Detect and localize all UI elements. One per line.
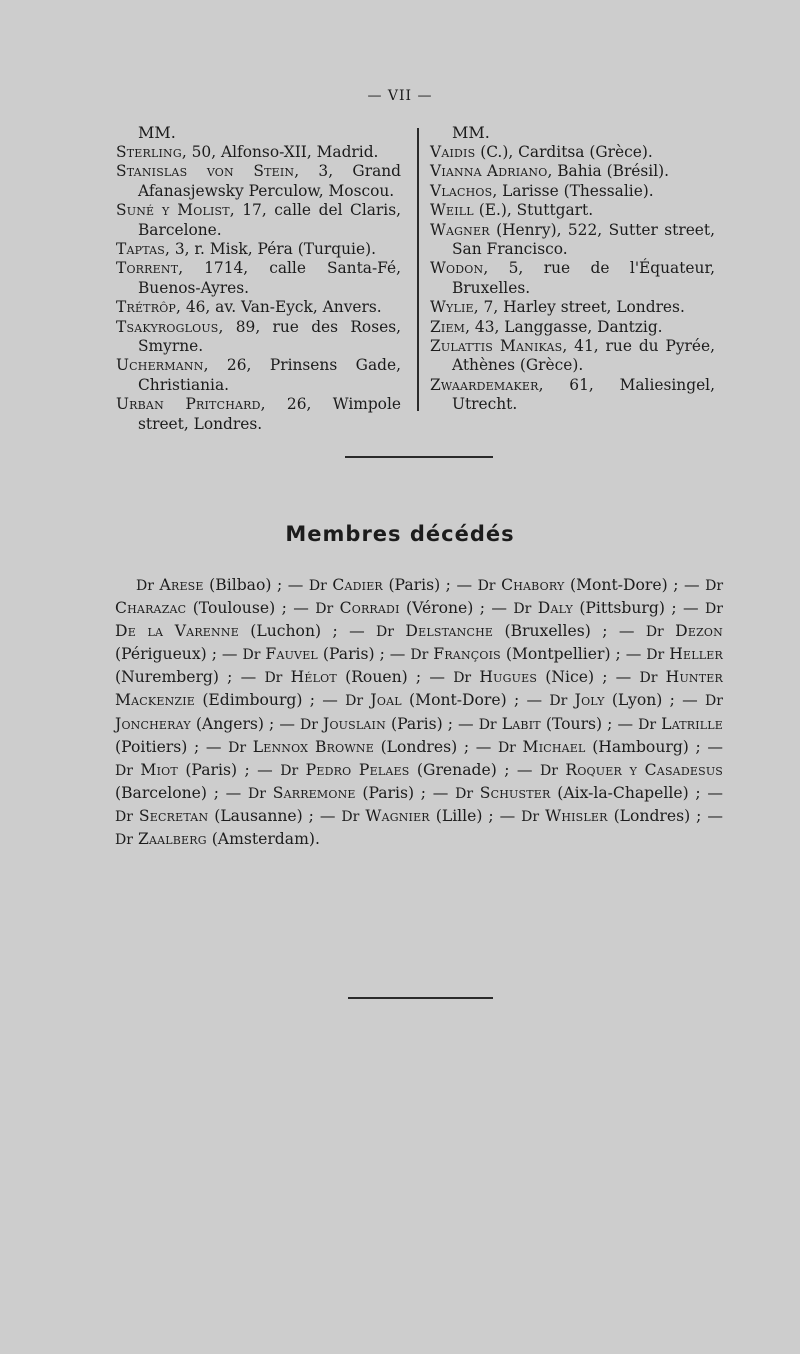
deceased-name: Hugues [479,668,538,687]
entry-separator: ; — [473,599,514,618]
deceased-entry [453,668,594,686]
member-entry [116,201,401,240]
entry-separator: ; — [207,783,248,802]
doctor-title: Dr [521,808,540,825]
doctor-title: Dr [705,578,724,594]
deceased-name: Delstanche [405,622,494,641]
deceased-place: (Bilbao) [209,576,272,594]
member-entry [116,259,401,298]
deceased-name: Schuster [479,783,551,802]
deceased-place: (Londres) [380,737,458,756]
deceased-entry [115,807,303,825]
deceased-place: (Aix-la-Chapelle) [557,783,689,802]
doctor-title: Dr [410,647,429,664]
deceased-entry [280,761,497,779]
doctor-title: Dr [497,739,516,756]
deceased-place: (Nice) [545,668,595,687]
member-address: , 43, Langgasse, Dantzig. [465,317,663,336]
member-address: , 3, Grand Afanasjewsky Perculow, Moscou. [138,162,402,200]
entry-separator: ; — [374,645,411,664]
entry-separator: ; — [496,760,540,779]
deceased-place: (Paris) [390,714,443,733]
deceased-members-paragraph [115,574,723,851]
deceased-place: (Nuremberg) [115,668,219,687]
deceased-entry [242,645,374,663]
doctor-title: Dr [645,624,664,641]
doctor-title: Dr [341,808,360,825]
entry-separator: ; — [688,783,723,802]
deceased-name: Zaalberg [137,830,207,849]
member-name: Vaidis [430,143,476,161]
entry-separator: ; — [407,668,454,687]
column-divider [417,128,419,411]
deceased-place: (Amsterdam) [211,830,315,849]
deceased-place: (Barcelone) [115,783,207,802]
entry-separator: ; — [442,714,479,733]
deceased-name: Whisler [545,806,608,825]
deceased-place: (Angers) [195,714,264,733]
deceased-place: (Mont-Dore) [409,691,507,710]
deceased-name: Wagnier [365,806,430,825]
left-column-heading: MM. [138,123,176,142]
deceased-entry [498,738,689,756]
deceased-place: (Lyon) [611,691,663,710]
member-address: , 46, av. Van-Eyck, Anvers. [176,298,382,317]
deceased-name: Charazac [115,599,187,618]
deceased-place: (Luchon) [250,622,322,641]
deceased-entry [410,645,610,663]
doctor-title: Dr [478,716,497,733]
page-number: — VII — [367,88,433,104]
deceased-entry [549,691,662,709]
deceased-name: Michael [522,737,586,756]
deceased-name: Sarremone [272,783,356,802]
doctor-title: Dr [513,601,532,618]
member-name: Wodon [430,259,484,278]
entry-separator: ; — [602,714,639,733]
entry-separator: ; — [667,576,706,594]
member-name: Vlachos [430,181,493,200]
member-address: (C.), Carditsa (Grèce). [475,143,653,161]
member-entry [116,143,401,162]
doctor-title: Dr [705,601,723,618]
member-entry [430,259,715,298]
deceased-name: Jouslain [323,714,386,733]
member-entry [430,298,715,317]
member-address: (Henry), 522, Sutter street, San Francisco. [452,220,715,259]
entry-separator: ; — [440,576,478,594]
member-name: Uchermann [116,356,204,375]
deceased-entry [376,622,591,640]
entry-separator: ; — [414,783,456,802]
member-address: (E.), Stuttgart. [473,201,594,220]
member-entry [430,143,715,162]
member-address: , 17, calle del Claris, Barcelone. [138,201,402,239]
entry-separator: ; — [590,622,646,641]
deceased-place: (Toulouse) [192,599,276,618]
deceased-entry [309,576,440,594]
entry-separator: ; — [662,691,706,710]
doctor-title: Dr [477,578,496,594]
entry-separator: ; — [664,599,706,618]
deceased-entry [300,715,443,733]
deceased-place: (Paris) [388,576,441,594]
member-entry [430,376,715,415]
deceased-place: (Paris) [362,783,415,802]
deceased-place: (Paris) [185,760,238,779]
member-entry [430,201,715,220]
deceased-name: Fauvel [265,645,318,664]
deceased-place: (Pittsburg) [579,599,665,618]
left-entries [116,143,401,434]
doctor-title: Dr [136,578,154,594]
doctor-title: Dr [345,693,364,710]
deceased-name: Latrille [661,714,724,733]
member-address: , 1714, calle Santa-Fé, Buenos-Ayres. [138,259,401,297]
doctor-title: Dr [308,578,327,594]
deceased-entry [115,761,237,779]
deceased-entry [315,599,473,617]
member-columns [116,122,722,433]
entry-separator: ; — [206,645,243,664]
section-rule-bottom [348,997,493,999]
entry-separator: ; — [690,806,723,825]
entry-separator: ; — [506,691,550,710]
section-rule-top [345,456,493,458]
entry-separator: ; — [187,737,229,756]
doctor-title: Dr [646,647,665,664]
member-name: Trétrôp [116,298,177,317]
deceased-name: Cadier [332,576,383,594]
doctor-title: Dr [549,693,568,710]
doctor-title: Dr [455,785,474,802]
member-name: Weill [430,201,474,220]
entry-separator: ; — [594,668,640,687]
member-name: Taptas [116,240,166,259]
deceased-entry [479,715,602,733]
deceased-entry [115,830,315,848]
deceased-name: Lennox Browne [252,737,374,756]
deceased-name: Joncheray [115,714,191,733]
member-entry [430,221,715,260]
deceased-name: Arese [159,576,204,594]
deceased-name: Pedro Pelaes [305,760,410,779]
doctor-title: Dr [115,832,133,849]
deceased-entry [248,784,414,802]
member-name: Urban Pritchard [116,395,261,414]
deceased-place: (Périgueux) [115,645,207,664]
entry-separator: ; — [610,645,647,664]
entry-separator: ; — [275,599,316,618]
entry-separator: ; — [302,691,346,710]
deceased-name: De la Varenne [115,622,239,641]
member-name: Vianna Adriano [430,162,548,181]
doctor-title: Dr [639,670,658,687]
entry-separator: . [314,830,320,849]
deceased-name: Corradi [339,599,400,618]
entry-separator: ; — [321,622,377,641]
member-entry [430,318,715,337]
deceased-name: Hunter Mackenzie [115,668,723,710]
member-address: , Larisse (Thessalie). [492,181,654,200]
member-address: , 5, rue de l'Équateur, Bruxelles. [452,259,715,297]
deceased-place: (Tours) [545,714,603,733]
doctor-title: Dr [280,762,299,779]
doctor-title: Dr [376,624,395,641]
deceased-name: François [433,645,501,664]
doctor-title: Dr [242,647,261,664]
right-entries [430,143,715,415]
member-address: , Bahia (Brésil). [547,162,670,181]
deceased-name: Chabory [501,576,565,594]
deceased-place: (Bruxelles) [504,622,591,641]
deceased-name: Joal [370,691,402,710]
deceased-place: (Vérone) [406,599,474,618]
doctor-title: Dr [638,716,657,733]
deceased-entry [136,576,271,594]
deceased-place: (Lausanne) [214,806,303,825]
doctor-title: Dr [115,762,133,779]
entry-separator: ; — [688,737,723,756]
deceased-name: Miot [140,760,178,779]
member-entry [116,318,401,357]
doctor-title: Dr [115,808,133,825]
member-address: , 26, Prinsens Gade, Christiania. [138,356,401,394]
member-name: Stanislas von Stein [116,162,295,181]
member-name: Torrent [116,259,179,278]
left-column [116,122,401,434]
member-entry [116,298,401,317]
deceased-name: Dezon [675,622,723,641]
deceased-place: (Montpellier) [505,645,611,664]
entry-separator: ; — [271,576,309,594]
deceased-place: (Edimbourg) [202,691,303,710]
deceased-name: Secretan [138,806,209,825]
doctor-title: Dr [539,762,558,779]
member-entry [430,182,715,201]
member-entry [116,240,401,259]
doctor-title: Dr [264,670,283,687]
entry-separator: ; — [218,668,265,687]
deceased-entry [345,691,507,709]
member-address: , 89, rue des Roses, Smyrne. [138,317,401,356]
deceased-place: (Poitiers) [115,737,188,756]
deceased-entry [264,668,407,686]
entry-separator: ; — [482,806,522,825]
deceased-place: (Londres) [613,806,691,825]
member-entry [116,356,401,395]
member-address: , 7, Harley street, Londres. [473,298,685,317]
deceased-place: (Paris) [322,645,375,664]
doctor-title: Dr [248,785,266,802]
deceased-place: (Hambourg) [592,737,689,756]
section-title: Membres décédés [285,522,515,546]
doctor-title: Dr [228,739,247,756]
member-name: Wylie [430,298,474,317]
member-entry [116,395,401,434]
entry-separator: ; — [237,760,281,779]
deceased-entry [455,784,689,802]
doctor-title: Dr [705,693,723,710]
member-address: , 26, Wimpole street, Londres. [138,395,401,433]
deceased-place: (Lille) [435,806,483,825]
deceased-place: (Grenade) [416,760,497,779]
member-address: , 61, Maliesingel, Utrecht. [452,375,715,414]
member-name: Sterling [116,143,182,161]
deceased-entry [341,807,482,825]
deceased-entry [513,599,665,617]
member-address: , 50, Alfonso-XII, Madrid. [181,143,379,161]
entry-separator: ; — [263,714,300,733]
member-entry [116,162,401,201]
deceased-name: Heller [669,645,723,664]
member-address: , 3, r. Misk, Péra (Turquie). [165,240,376,259]
deceased-place: (Rouen) [345,668,408,687]
deceased-name: Joly [574,691,605,710]
member-name: Suné y Molist [116,201,230,220]
deceased-name: Roquer y Casadesus [565,760,724,779]
member-entry [430,337,715,376]
member-entry [430,162,715,181]
deceased-place: (Mont-Dore) [569,576,668,594]
right-column-heading: MM. [452,123,490,142]
member-name: Tsakyroglous [116,317,219,336]
entry-separator: ; — [457,737,498,756]
right-column [430,122,715,415]
member-name: Zulattis Manikas [430,337,563,356]
deceased-entry [228,738,457,756]
member-name: Zwaardemaker [430,375,539,394]
deceased-name: Daly [537,599,573,618]
member-name: Wagner [430,220,490,239]
deceased-name: Hélot [290,668,337,687]
deceased-entry [521,807,690,825]
deceased-entry [478,576,668,594]
deceased-name: Labit [501,714,541,733]
entry-separator: ; — [302,806,342,825]
member-address: , 41, rue du Pyrée, Athènes (Grèce). [452,337,715,375]
doctor-title: Dr [299,716,318,733]
member-name: Ziem [430,317,466,336]
doctor-title: Dr [453,670,472,687]
doctor-title: Dr [315,601,334,618]
